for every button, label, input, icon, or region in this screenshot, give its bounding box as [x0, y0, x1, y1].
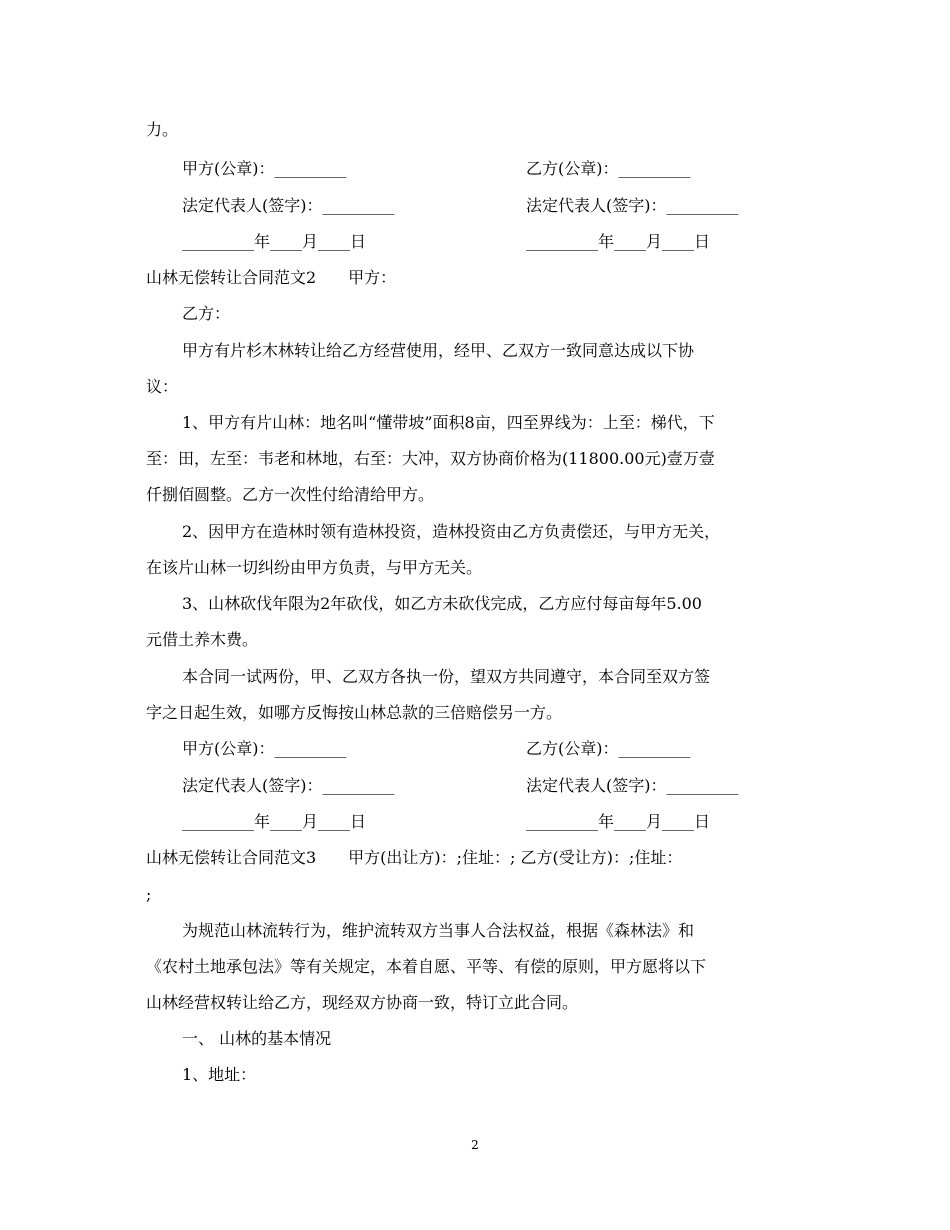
section-heading: 山林无偿转让合同范文3 甲方(出让方)：;住址：; 乙方(受让方)：;住址：	[146, 848, 683, 867]
party-b-representative-field: 法定代表人(签字)：_________	[526, 776, 739, 795]
text-line: 2、因甲方在造林时领有造林投资，造林投资由乙方负责偿还，与甲方无关，	[182, 522, 721, 541]
text-line: 在该片山林一切纠纷由甲方负责，与甲方无关。	[146, 558, 483, 577]
text-line: 山林经营权转让给乙方，现经双方协商一致，特订立此合同。	[146, 993, 579, 1012]
text-line: 乙方：	[182, 304, 231, 323]
subsection-heading: 一、 山林的基本情况	[182, 1029, 332, 1048]
party-b-representative-field: 法定代表人(签字)：_________	[526, 196, 739, 215]
party-a-date-field: _________年____月____日	[182, 812, 367, 831]
party-b-seal-field: 乙方(公章)：_________	[526, 159, 691, 178]
party-a-date-field: _________年____月____日	[182, 232, 367, 251]
text-line: 仟捌佰圆整。乙方一次性付给清给甲方。	[146, 485, 435, 504]
text-line: 议：	[146, 377, 179, 396]
text-line: 本合同一试两份，甲、乙双方各执一份，望双方共同遵守，本合同至双方签	[182, 667, 711, 686]
party-b-date-field: _________年____月____日	[526, 812, 711, 831]
party-b-seal-field: 乙方(公章)：_________	[526, 739, 691, 758]
text-line: 1、地址：	[182, 1065, 257, 1084]
party-a-seal-field: 甲方(公章)：_________	[182, 739, 347, 758]
text-line: 3、山林砍伐年限为2年砍伐，如乙方未砍伐完成，乙方应付每亩每年5.00	[182, 594, 702, 613]
page-number: 2	[471, 1138, 479, 1152]
text-line: 元借土养木费。	[146, 630, 259, 649]
section-heading: 山林无偿转让合同范文2 甲方：	[146, 268, 397, 287]
text-line: 为规范山林流转行为，维护流转双方当事人合法权益，根据《森林法》和	[182, 921, 695, 940]
party-b-date-field: _________年____月____日	[526, 232, 711, 251]
text-line: 字之日起生效，如哪方反悔按山林总款的三倍赔偿另一方。	[146, 703, 563, 722]
text-line: ;	[146, 885, 152, 904]
text-line: 至：田，左至：韦老和林地，右至：大冲，双方协商价格为(11800.00元)壹万壹	[146, 449, 715, 468]
text-line: 《农村土地承包法》等有关规定，本着自愿、平等、有偿的原则，甲方愿将以下	[146, 957, 707, 976]
text-line: 1、甲方有片山林：地名叫“懂带坡”面积8亩，四至界线为：上至：梯代，下	[182, 413, 715, 432]
party-a-representative-field: 法定代表人(签字)：_________	[182, 196, 395, 215]
text-line: 甲方有片杉木林转让给乙方经营使用，经甲、乙双方一致同意达成以下协	[182, 341, 695, 360]
text-line: 力。	[146, 120, 179, 139]
party-a-representative-field: 法定代表人(签字)：_________	[182, 776, 395, 795]
party-a-seal-field: 甲方(公章)：_________	[182, 159, 347, 178]
